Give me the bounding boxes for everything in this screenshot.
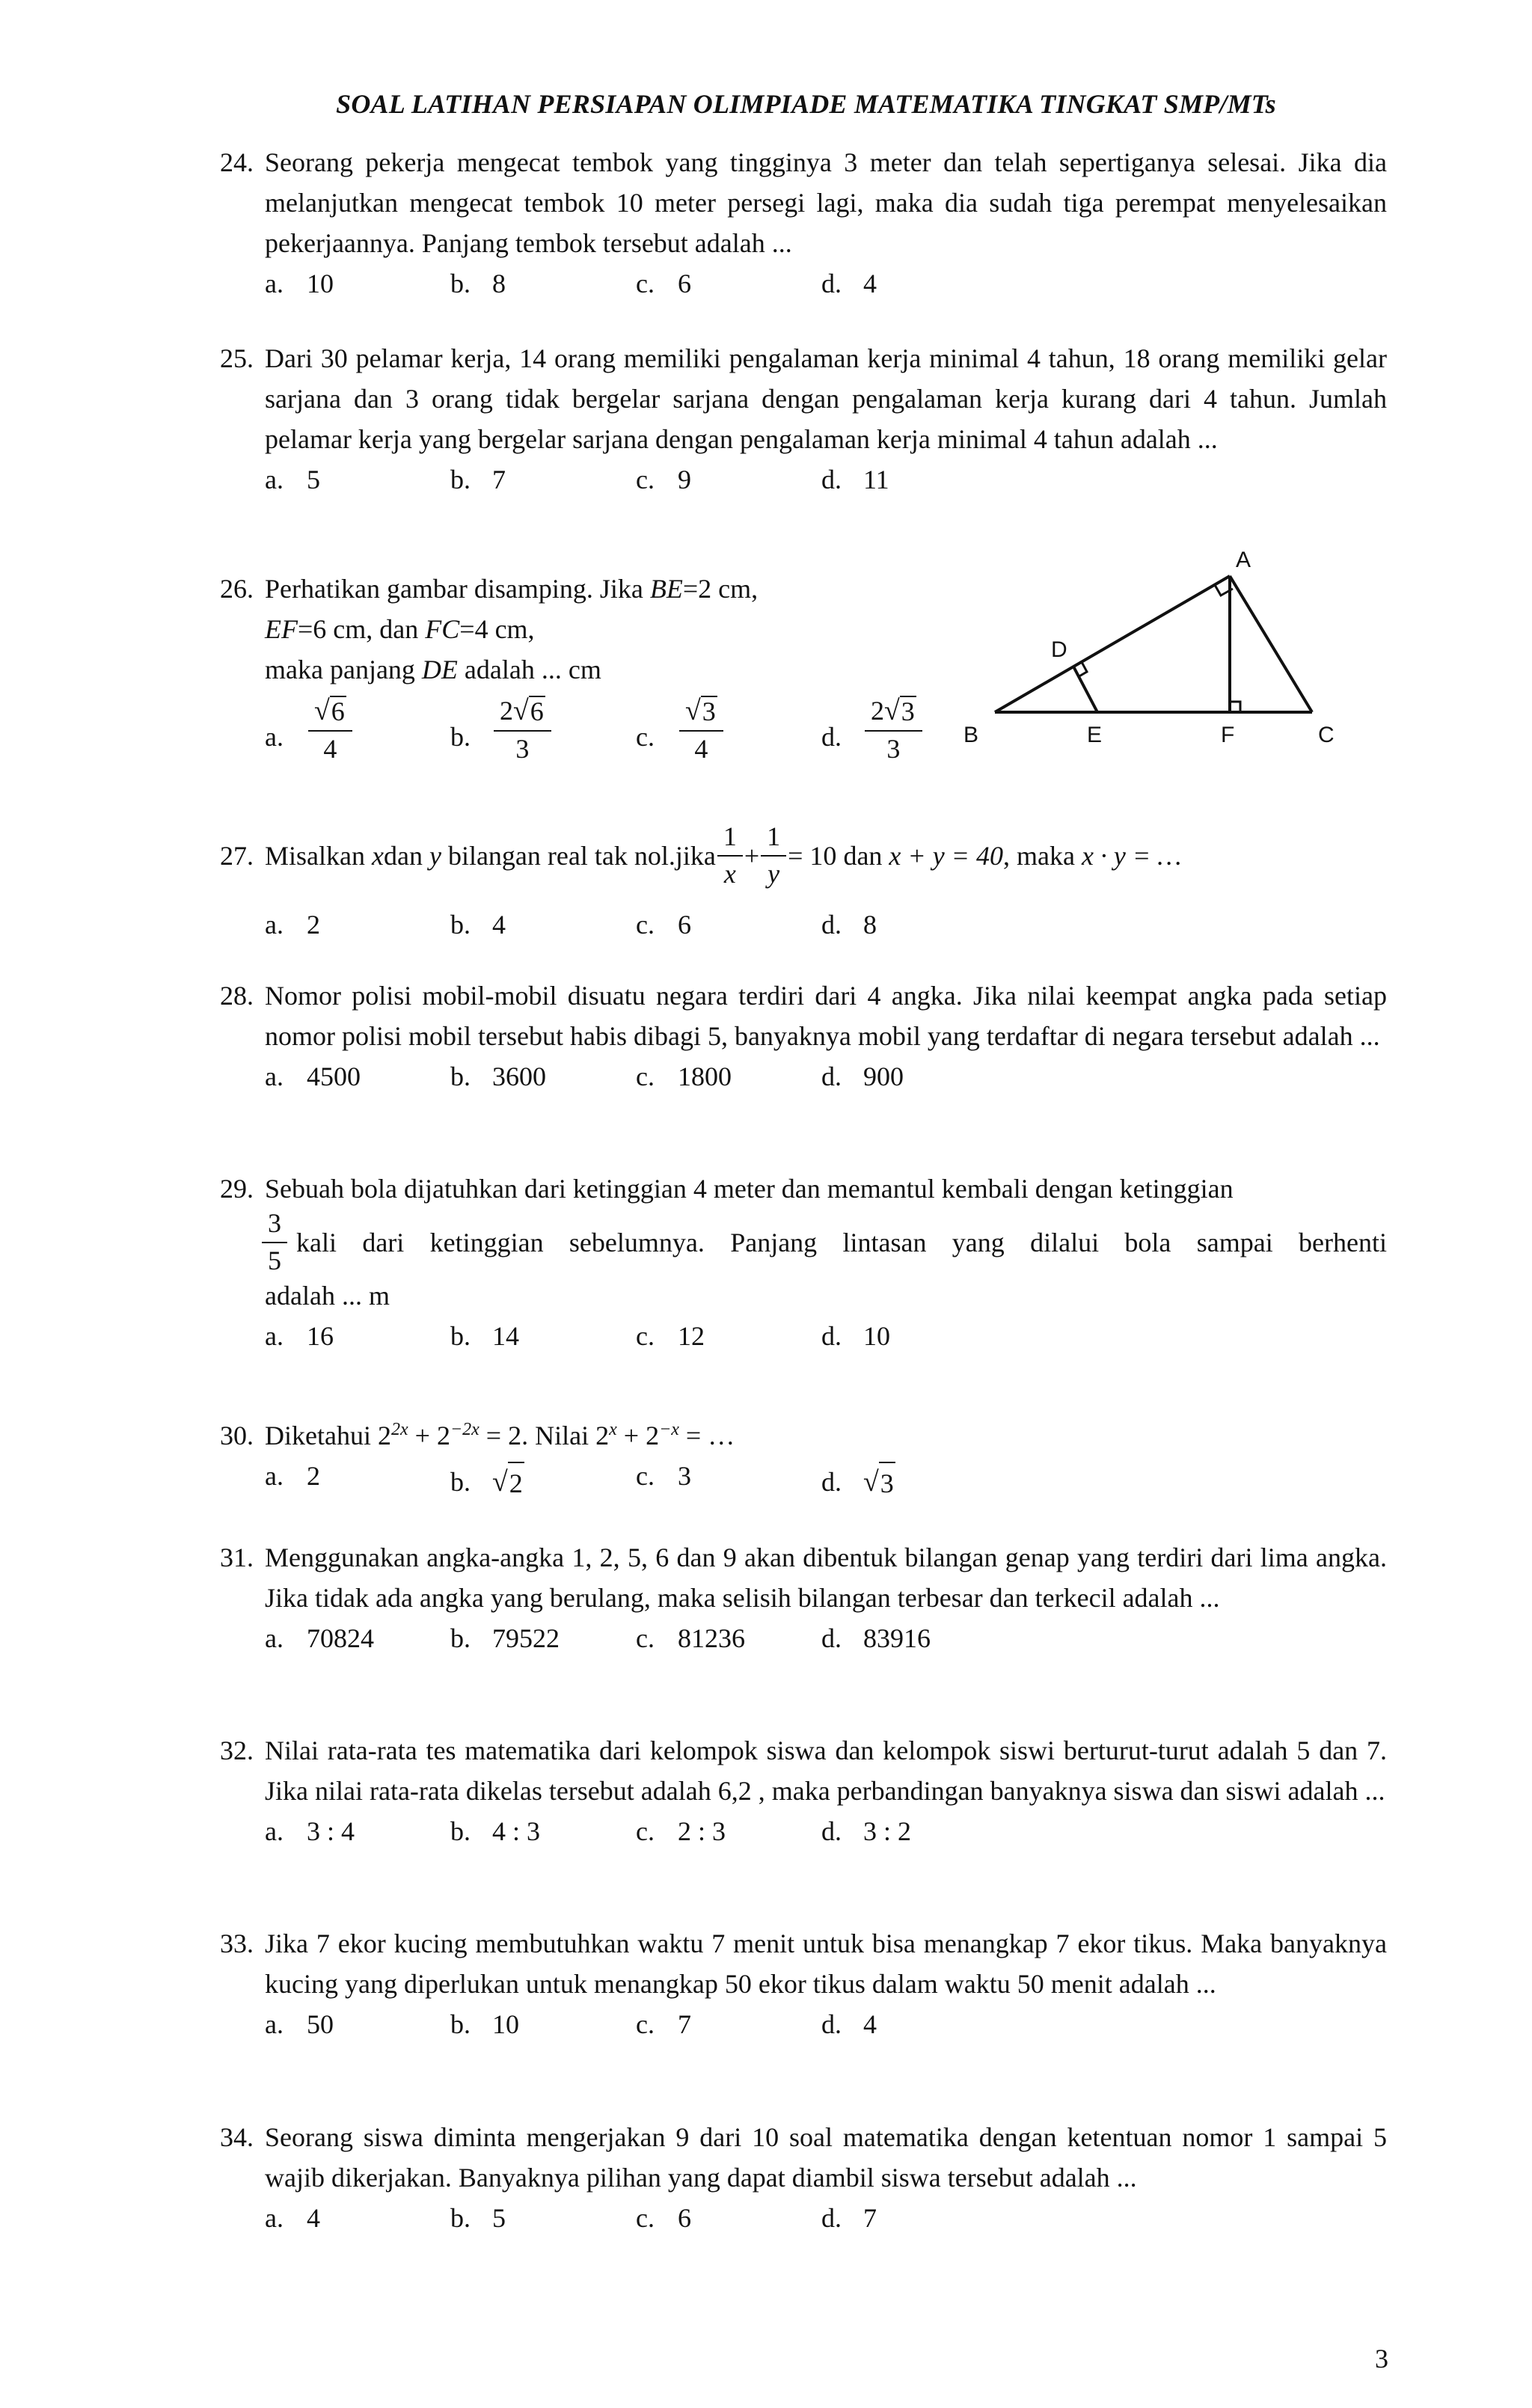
question-text: Nomor polisi mobil-mobil disuatu negara terdiri dari 4 angka. Jika nilai keempat angka pada setiap nomor polisi mobil tersebut habis dibagi 5, banyaknya mobil yang terdaftar di negara tersebut adalah ... (265, 981, 1387, 1051)
option-c: c. (636, 722, 655, 752)
option-a: a. 70824 (265, 1623, 374, 1653)
label-e: E (1087, 723, 1103, 747)
question-number: 24. (220, 147, 254, 177)
label-a: A (1236, 548, 1251, 572)
option-b: b. 3600 (450, 1061, 546, 1091)
option-b: b. 8 (450, 269, 506, 298)
option-a: a. 10 (265, 269, 334, 298)
option-a-fraction: √ 6 4 (311, 696, 349, 764)
answer-options (265, 2198, 1387, 2238)
label-c: C (1318, 723, 1335, 747)
label-b: B (963, 723, 979, 747)
option-a: a. 4 (265, 2203, 320, 2233)
option-a: a. 3 : 4 (265, 1816, 355, 1846)
option-d: d. 10 (821, 1321, 890, 1352)
page-header: SOAL LATIHAN PERSIAPAN OLIMPIADE MATEMATIKA TINGKAT SMP/MTs (336, 89, 1276, 119)
question-26 (220, 569, 968, 785)
option-a: a. 2 (265, 1461, 320, 1491)
answer-options (265, 696, 968, 785)
option-c: c. 1800 (636, 1061, 732, 1091)
option-c-fraction: √ 3 4 (682, 696, 720, 764)
option-d: d. √ 3 (821, 1462, 895, 1504)
option-b: b. 10 (450, 2009, 519, 2039)
option-c: c. 2 : 3 (636, 1816, 726, 1846)
option-d: d. 900 (821, 1061, 904, 1091)
question-32 (220, 1730, 1387, 1851)
question-number: 31. (220, 1542, 254, 1572)
question-34 (220, 2117, 1387, 2238)
option-c: c. 7 (636, 2009, 691, 2039)
question-text: Nilai rata-rata tes matematika dari kelompok siswa dan kelompok siswi berturut-turut adalah 5 dan 7. Jika nilai rata-rata dikelas tersebut adalah 6,2 , maka perbandingan banyaknya siswa dan siswi adalah ... (265, 1735, 1387, 1806)
answer-options (265, 263, 1387, 304)
question-number: 33. (220, 1928, 254, 1958)
question-24 (220, 142, 1387, 304)
option-d: d. 8 (821, 910, 877, 940)
answer-options (265, 1618, 1387, 1658)
option-b: b. (450, 722, 471, 752)
question-text: Perhatikan gambar disamping. Jika BE=2 cm, EF=6 cm, dan FC=4 cm, maka panjang DE adalah ... cm (265, 574, 759, 684)
answer-options (265, 1056, 1387, 1097)
fraction-1-over-x: $\frac{1}{x}$ (720, 822, 740, 889)
fraction-3-5: $\frac{3}{5}$ (265, 1209, 284, 1275)
question-text: Jika 7 ekor kucing membutuhkan waktu 7 menit untuk bisa menangkap 7 ekor tikus. Maka banyaknya kucing yang diperlukan untuk menangkap 50 ekor tikus dalam waktu 50 menit adalah ... (265, 1928, 1387, 1999)
answer-options (265, 1316, 1387, 1356)
question-number: 34. (220, 2122, 254, 2152)
option-b: b. 79522 (450, 1623, 560, 1653)
option-c: c. 12 (636, 1321, 705, 1352)
option-d: d. (821, 722, 842, 752)
question-text: Diketahui $2^{2x} + 2^{-2x} = 2$. Nilai $2^x + 2^{-x}$ = … (265, 1420, 735, 1450)
option-a: a. 5 (265, 465, 320, 494)
question-number: 32. (220, 1735, 254, 1765)
question-33 (220, 1923, 1387, 2044)
question-text: Seorang siswa diminta mengerjakan 9 dari 10 soal matematika dengan ketentuan nomor 1 sampai 5 wajib dikerjakan. Banyaknya pilihan yang dapat diambil siswa tersebut adalah ... (265, 2122, 1387, 2193)
option-b: b. 14 (450, 1321, 519, 1352)
right-angle-mark-f (1230, 702, 1240, 712)
question-number: 30. (220, 1421, 254, 1450)
page-number: 3 (1375, 2344, 1388, 2374)
question-text: Menggunakan angka-angka 1, 2, 5, 6 dan 9 akan dibentuk bilangan genap yang terdiri dari lima angka. Jika tidak ada angka yang berulang, maka selisih bilangan terbesar dan terkecil adalah ... (265, 1542, 1387, 1613)
question-number: 26. (220, 574, 254, 604)
option-a: a. 4500 (265, 1061, 361, 1091)
question-27 (220, 821, 1387, 949)
option-c: c. 6 (636, 2203, 691, 2233)
option-c: c. 6 (636, 269, 691, 298)
option-b: b. √ 2 (450, 1462, 524, 1504)
option-d: d. 4 (821, 2009, 877, 2039)
option-d: d. 7 (821, 2203, 877, 2233)
question-number: 28. (220, 981, 254, 1011)
question-number: 29. (220, 1174, 254, 1204)
option-b-fraction: 2 √ 6 3 (497, 696, 548, 764)
question-28 (220, 975, 1387, 1097)
option-c: c. 6 (636, 910, 691, 940)
answer-options (265, 1456, 1387, 1504)
question-25 (220, 338, 1387, 500)
option-c: c. 81236 (636, 1623, 745, 1653)
option-b: b. 5 (450, 2203, 506, 2233)
triangle-figure (950, 546, 1339, 763)
label-f: F (1221, 723, 1235, 747)
question-text: Seorang pekerja mengecat tembok yang tingginya 3 meter dan telah sepertiganya selesai. Jika dia melanjutkan mengecat tembok 10 meter persegi lagi, maka dia sudah tiga perempat menyelesaikan pekerjaannya. Panjang tembok tersebut adalah ... (265, 147, 1387, 258)
question-text: Dari 30 pelamar kerja, 14 orang memiliki pengalaman kerja minimal 4 tahun, 18 orang memiliki gelar sarjana dan 3 orang tidak bergelar sarjana dengan pengalaman kerja kurang dari 4 tahun. Jumlah pelamar kerja yang bergelar sarjana dengan pengalaman kerja minimal 4 tahun adalah ... (265, 343, 1387, 454)
question-29 (220, 1168, 1387, 1356)
answer-options (265, 1811, 1387, 1851)
option-c: c. 3 (636, 1461, 691, 1491)
option-b: b. 7 (450, 465, 506, 494)
question-number: 27. (220, 841, 254, 871)
option-b: b. 4 : 3 (450, 1816, 541, 1846)
question-number: 25. (220, 343, 254, 373)
question-text: Sebuah bola dijatuhkan dari ketinggian 4 meter dan memantul kembali dengan ketinggian $\frac{3}{5}$ kali dari ketinggian sebelumnya. Panjang lintasan yang dilalui bola sampai berhenti adalah ... m (265, 1168, 1387, 1316)
option-a: a. 16 (265, 1321, 334, 1352)
fraction-1-over-y: $\frac{1}{y}$ (764, 822, 783, 889)
option-a: a. 50 (265, 2009, 334, 2039)
question-text: Misalkan x dan y bilangan real tak nol.jika $\frac{1}{x}$ + $\frac{1}{y}$ = 10 dan x + y = 40 , maka x · y = … (265, 821, 1182, 889)
option-c: c. 9 (636, 465, 691, 494)
answer-options (265, 2004, 1387, 2044)
question-30 (220, 1415, 1387, 1504)
answer-options (265, 908, 1387, 949)
option-d: d. 3 : 2 (821, 1816, 912, 1846)
segment-ba (995, 576, 1230, 712)
option-b: b. 4 (450, 910, 506, 940)
option-d: d. 4 (821, 269, 877, 298)
segment-ac (1230, 576, 1312, 712)
label-d: D (1051, 637, 1067, 662)
question-31 (220, 1537, 1387, 1658)
option-d-fraction: 2 √ 3 3 (868, 696, 919, 764)
answer-options (265, 459, 1387, 500)
option-d: d. 11 (821, 465, 889, 494)
option-a: a. 2 (265, 910, 320, 940)
option-d: d. 83916 (821, 1623, 931, 1653)
option-a: a. (265, 722, 284, 752)
